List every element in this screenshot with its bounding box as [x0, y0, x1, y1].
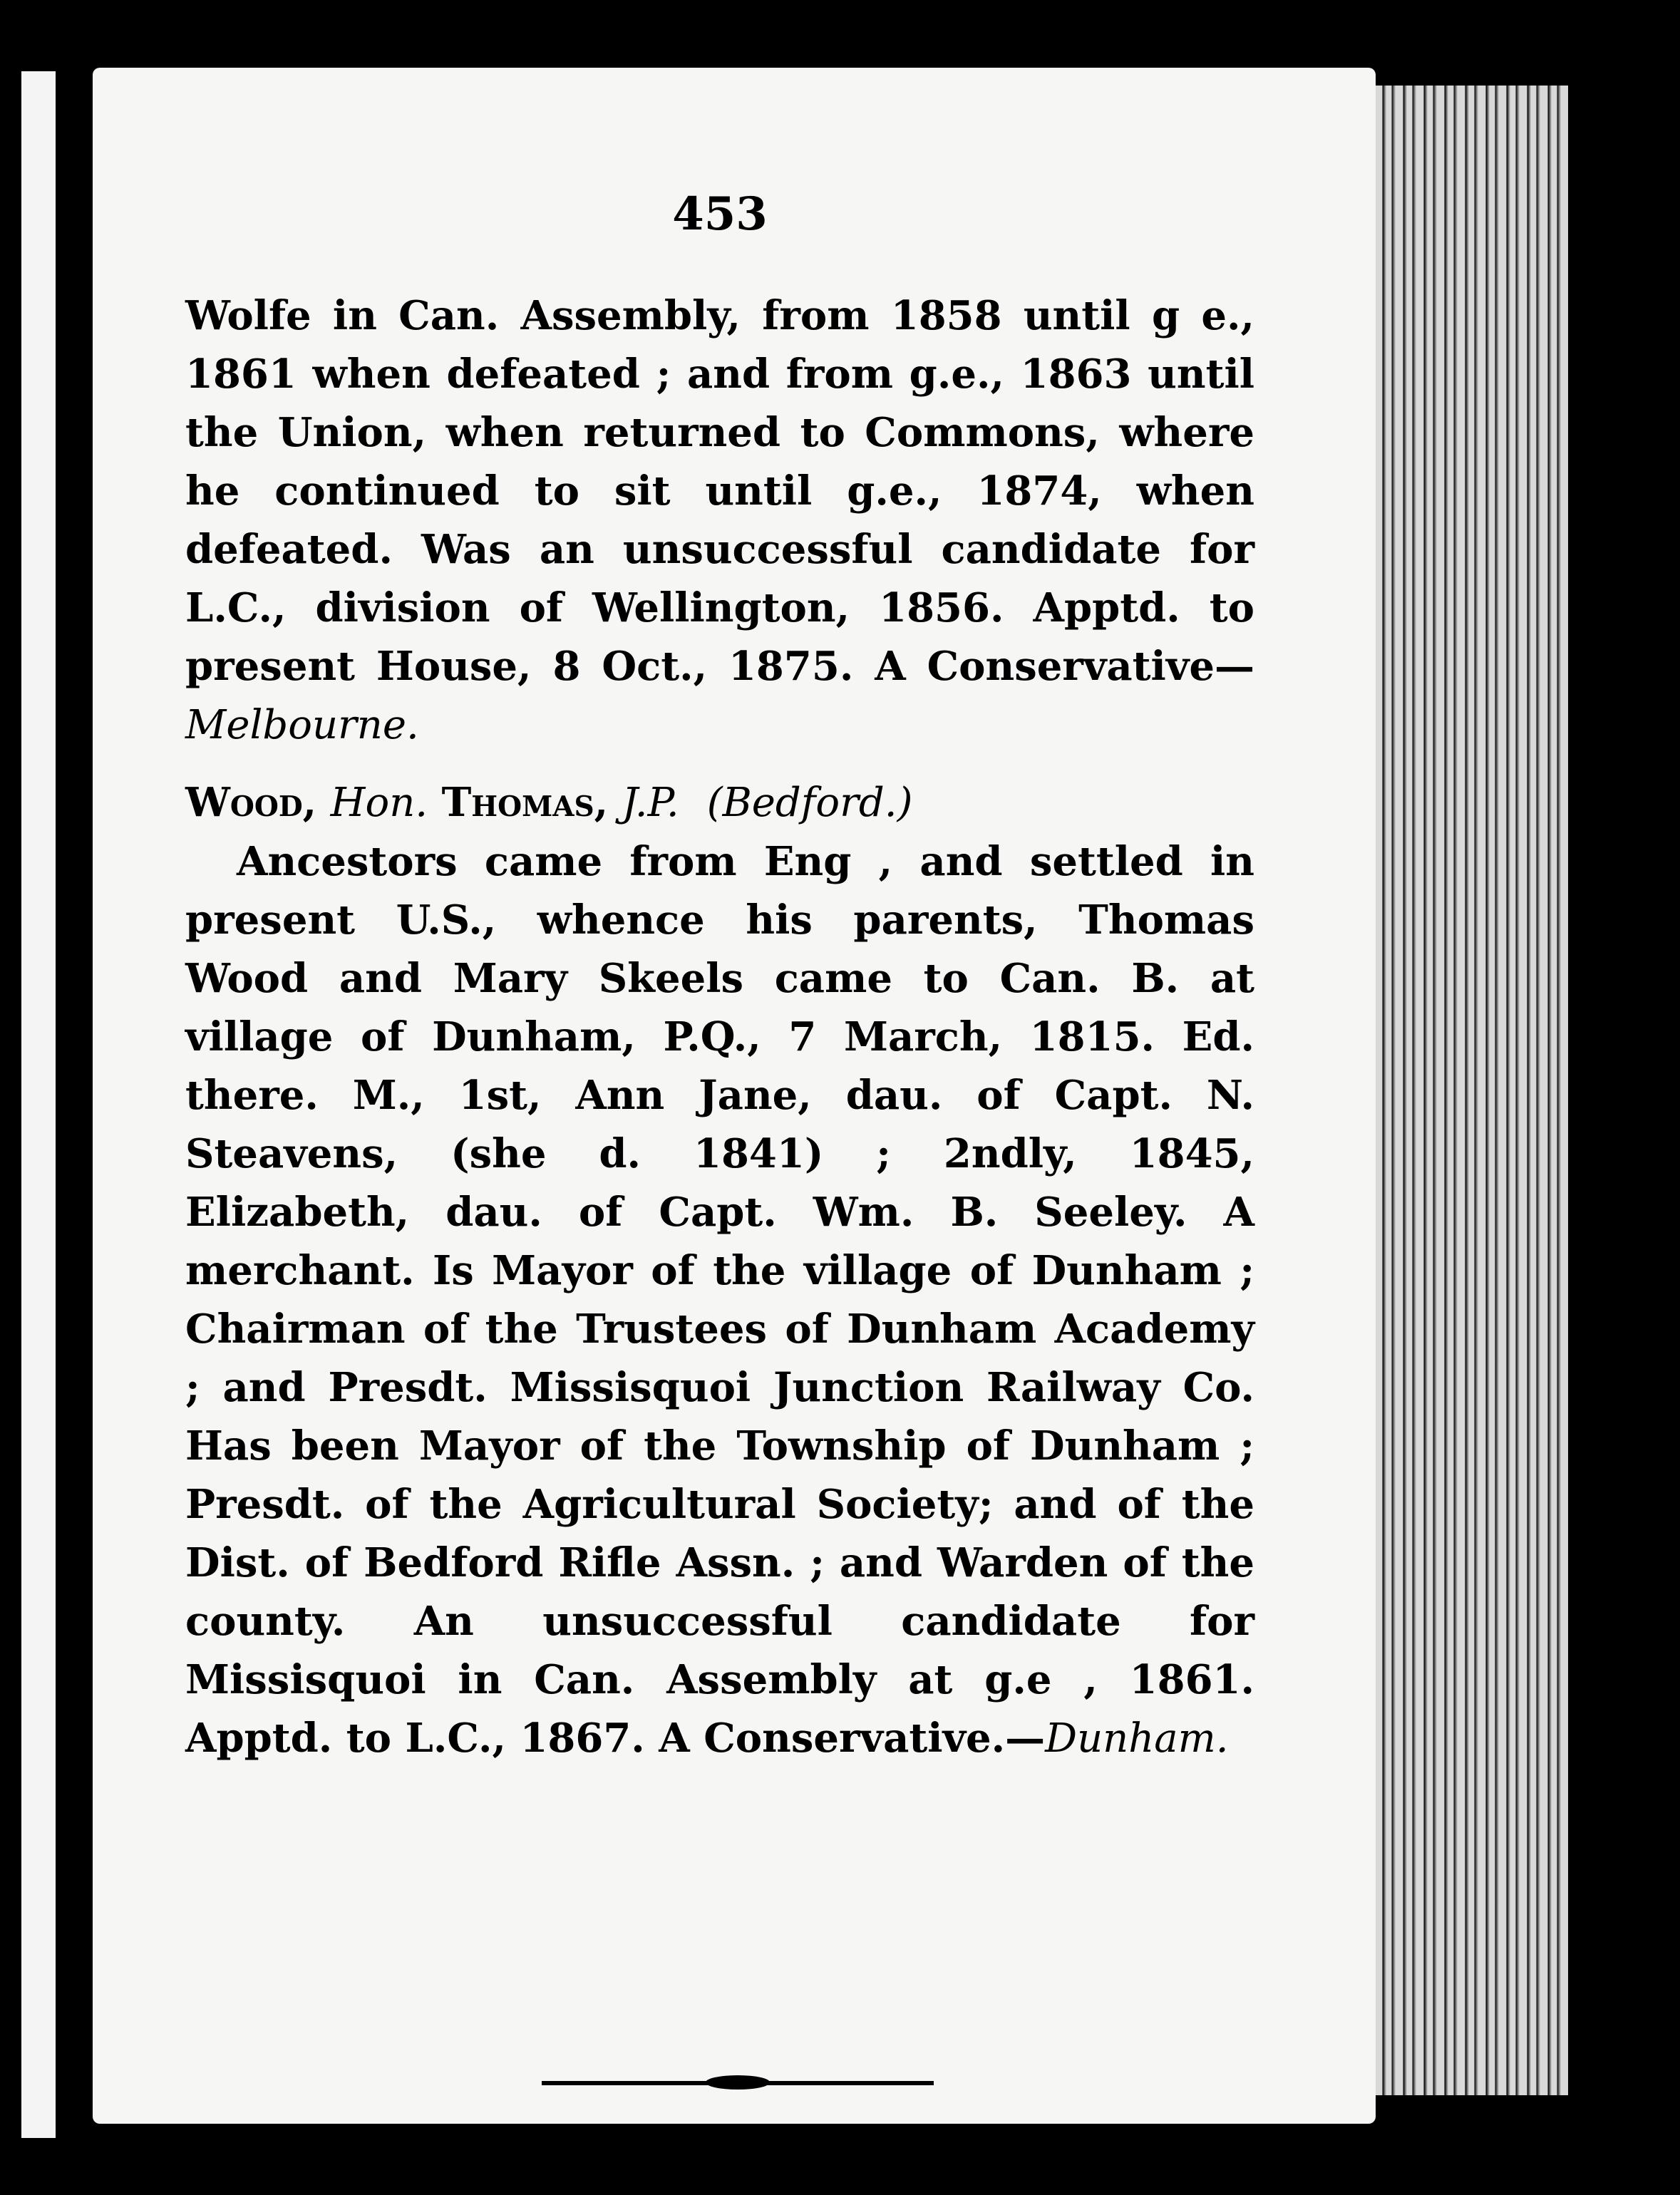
entry-given-name: Thomas,	[441, 779, 609, 826]
page-edge	[21, 71, 56, 2138]
scan-right-noise	[1354, 86, 1568, 2095]
entry-honorific: J.P.	[622, 780, 679, 826]
entry-body	[185, 832, 1254, 1768]
page-content	[185, 185, 1254, 1768]
continuation-residence: Melbourne.	[185, 702, 419, 748]
continuation-paragraph	[185, 286, 1254, 755]
page-number: 453	[672, 187, 768, 241]
entry-division: (Bedford.)	[706, 780, 913, 826]
entry-heading	[185, 773, 1254, 832]
entry-residence: Dunham.	[1045, 1715, 1229, 1762]
continuation-text: Wolfe in Can. Assembly, from 1858 until g e., 1861 when defeated ; and from g.e., 1863 until the Union, when returned to Commons, where he continued to sit until g.e., 1874, when defeated. Was an unsuccessful candidate for L.C., division of Wellington, 1856. Apptd. to present House, 8 Oct., 1875. A Conservative—	[185, 292, 1254, 690]
entry-title: Hon.	[330, 780, 428, 826]
entry-surname: Wood,	[185, 779, 317, 826]
section-divider	[542, 2081, 934, 2092]
entry-body-text: Ancestors came from Eng , and settled in present U.S., whence his parents, Thomas Wood and Mary Skeels came to Can. B. at village of Dunham, P.Q., 7 March, 1815. Ed. there. M., 1st, Ann Jane, dau. of Capt. N. Steavens, (she d. 1841) ; 2ndly, 1845, Elizabeth, dau. of Capt. Wm. B. Seeley. A merchant. Is Mayor of the village of Dunham ; Chairman of the Trustees of Dunham Academy ; and Presdt. Missisquoi Junction Railway Co. Has been Mayor of the Township of Dunham ; Presdt. of the Agricultural Society; and of the Dist. of Bedford Rifle Assn. ; and Warden of the county. An unsuccessful candidate for Missisquoi in Can. Assembly at g.e , 1861. Apptd. to L.C., 1867. A Conservative.—	[185, 838, 1254, 1762]
scan-left-margin	[0, 43, 71, 2152]
